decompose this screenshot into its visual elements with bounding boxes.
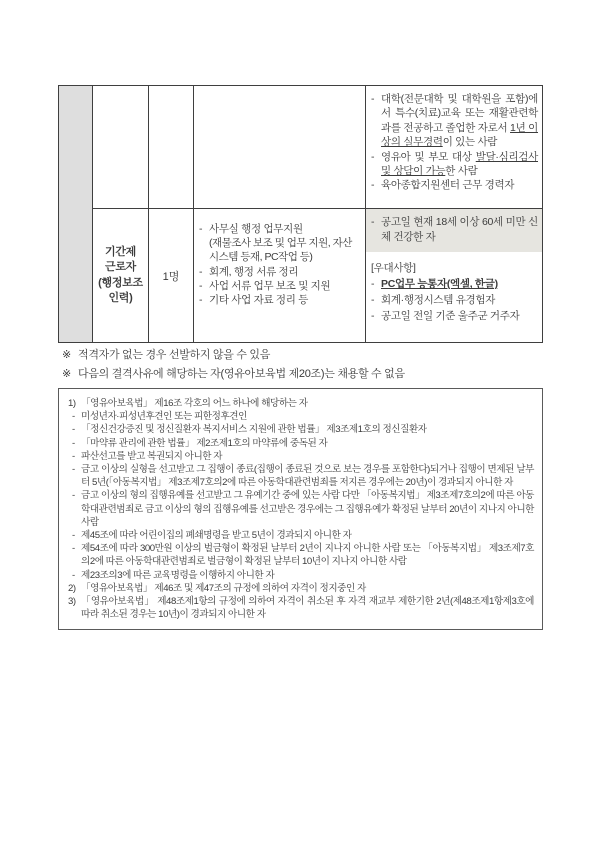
preferred-text: PC업무 능통자(엑셀, 한글) <box>381 278 498 291</box>
qualification-item <box>371 150 538 179</box>
disqualification-item <box>72 529 534 542</box>
reference-mark: ※ <box>62 367 71 380</box>
qualification-text: 육아종합지원센터 근무 경력자 <box>381 179 515 192</box>
duty-subtext: (재물조사 보조 및 업무 지원, 자산 시스템 등재, PC작업 등) <box>209 237 352 264</box>
dash-marker: - <box>371 278 375 291</box>
disqualification-item <box>72 463 534 489</box>
dash-marker: - <box>199 223 203 235</box>
disqualification-item <box>72 423 534 436</box>
list-marker: 3) <box>68 596 76 608</box>
disqualification-text: 「영유아보육법」 제48조제1항의 규정에 의하여 자격이 취소된 후 자격 재교부 제한기한 2년(제48조제1항제3호에 따라 취소된 경우는 10년)이 경과되지 아니한 자 <box>81 596 534 621</box>
duty-item <box>199 222 362 236</box>
preferred-text: 공고일 전일 기준 울주군 거주자 <box>381 309 520 322</box>
duty-item <box>199 293 362 307</box>
disqualification-item <box>72 489 534 529</box>
reference-mark: ※ <box>62 349 71 361</box>
dash-marker: - <box>72 543 75 555</box>
disqualification-item <box>72 410 534 423</box>
table-shaded-column <box>59 86 93 342</box>
dash-marker: - <box>72 490 75 502</box>
footnote-text: 다음의 결격사유에 해당하는 자(영유아보육법 제20조)는 채용할 수 없음 <box>78 367 405 380</box>
footnote <box>62 365 544 384</box>
dash-marker: - <box>72 530 75 542</box>
age-requirement-highlight <box>366 209 542 252</box>
dash-marker: - <box>371 216 375 228</box>
disqualification-text: 금고 이상의 실형을 선고받고 그 집행이 종료(집행이 종료된 것으로 보는 경우를 포함한다)되거나 집행이 면제된 날부터 5년(「아동복지법」 제3조제7호의2에 따른 아동학대관련범죄를 저지른 경우에는 20년)이 경과되지 아니한 자 <box>81 464 534 489</box>
duty-item <box>199 279 362 293</box>
dash-marker: - <box>199 294 203 307</box>
row1-duties-cell-empty <box>194 86 366 209</box>
dash-marker: - <box>371 93 375 105</box>
disqualification-text: 금고 이상의 형의 집행유예를 선고받고 그 유예기간 중에 있는 사람 다만 「아동복지법」 제3조제7호의2에 따른 아동학대관련범죄로 금고 이상의 형의 집행유예를 선고받은 경우에는 그 집행유예가 확정된 날부터 20년이 지나지 아니한 사람 <box>81 490 534 528</box>
duty-item <box>199 265 362 279</box>
dash-marker: - <box>371 150 375 163</box>
row1-qualifications-cell <box>366 86 542 209</box>
age-requirement-item <box>371 215 538 245</box>
disqualification-item <box>68 397 534 410</box>
disqualification-text: 「영유아보육법」 제46조 및 제47조의 규정에 의하여 자격이 정지중인 자 <box>81 582 366 594</box>
disqualification-text: 「영유아보육법」 제16조 각호의 어느 하나에 해당하는 자 <box>81 398 308 409</box>
disqualification-text: 파산선고를 받고 복권되지 아니한 자 <box>81 450 223 462</box>
position-line: 인력) <box>108 292 133 304</box>
disqualification-box <box>58 388 543 630</box>
disqualification-text: 「정신건강증진 및 정신질환자 복지서비스 지원에 관한 법률」 제3조제1호의 정신질환자 <box>81 424 427 436</box>
disqualification-text: 미성년자·피성년후견인 또는 피한정후견인 <box>81 411 247 423</box>
footnote-text: 적격자가 없는 경우 선발하지 않을 수 있음 <box>78 349 271 361</box>
disqualification-item <box>68 595 534 621</box>
list-marker: 1) <box>68 398 76 409</box>
recruitment-table <box>58 85 543 343</box>
row2-qualifications-cell <box>366 209 542 342</box>
disqualification-item <box>68 582 534 595</box>
dash-marker: - <box>371 294 375 306</box>
preferred-text: 회계·행정시스템 유경험자 <box>381 294 496 306</box>
duty-text: 사무실 행정 업무지원 <box>209 223 303 235</box>
dash-marker: - <box>371 179 375 192</box>
row1-headcount-cell-empty <box>149 86 194 209</box>
disqualification-text: 「마약류 관리에 관한 법률」 제2조제1호의 마약류에 중독된 자 <box>81 437 328 449</box>
dash-marker: - <box>72 437 75 449</box>
disqualification-text: 제23조의3에 따른 교육명령을 이행하지 아니한 자 <box>81 569 275 581</box>
disqualification-item <box>72 437 534 450</box>
position-line: (행정보조 <box>98 276 143 289</box>
dash-marker: - <box>72 424 75 436</box>
qualification-item <box>371 92 538 150</box>
duty-text: 회계, 행정 서류 정리 <box>209 265 299 278</box>
duty-text: 기타 사업 자료 정리 등 <box>209 294 309 307</box>
qualification-text: 영유아 및 부모 대상 발달·심리검사 및 상담이 가능한 사람 <box>381 150 538 178</box>
list-marker: 2) <box>68 582 76 594</box>
row1-position-cell-empty <box>93 86 149 209</box>
footnotes <box>62 346 544 384</box>
headcount-value: 1명 <box>162 270 180 283</box>
preferred-item <box>371 277 538 293</box>
qualification-item <box>371 178 538 192</box>
disqualification-text: 제54조에 따라 300만원 이상의 벌금형이 확정된 날부터 2년이 지나지 아니한 사람 또는 「아동복지법」 제3조제7호의2에 따른 아동학대관련범죄로 벌금형이 확정된 날부터 10년이 지나지 아니한 사람 <box>81 543 534 568</box>
footnote <box>62 346 544 365</box>
position-line: 근로자 <box>105 261 136 273</box>
dash-marker: - <box>72 411 75 423</box>
row2-duties-cell <box>194 209 366 342</box>
position-line: 기간제 <box>105 245 136 258</box>
preferred-item <box>371 293 538 309</box>
qualification-text: 대학(전문대학 및 대학원을 포함)에서 특수(치료)교육 또는 재활관련학과를 전공하고 졸업한 자로서 1년 이상의 실무경력이 있는 사람 <box>381 93 539 149</box>
preferred-item <box>371 309 538 325</box>
disqualification-item <box>72 450 534 463</box>
dash-marker: - <box>72 450 75 462</box>
disqualification-item <box>72 569 534 582</box>
dash-marker: - <box>371 309 375 322</box>
dash-marker: - <box>72 569 75 581</box>
preferred-header: [우대사항] <box>371 262 416 275</box>
dash-marker: - <box>72 464 75 476</box>
row2-position-cell <box>93 209 149 342</box>
preferred-section <box>366 252 542 328</box>
disqualification-text: 제45조에 따라 어린이집의 폐쇄명령을 받고 5년이 경과되지 아니한 자 <box>81 530 352 542</box>
duty-text: 사업 서류 업무 보조 및 지원 <box>209 279 331 292</box>
age-requirement-text: 공고일 현재 18세 이상 60세 미만 신체 건강한 자 <box>381 216 538 244</box>
disqualification-item <box>72 542 534 568</box>
dash-marker: - <box>199 279 203 292</box>
row2-headcount-cell <box>149 209 194 342</box>
dash-marker: - <box>199 265 203 278</box>
